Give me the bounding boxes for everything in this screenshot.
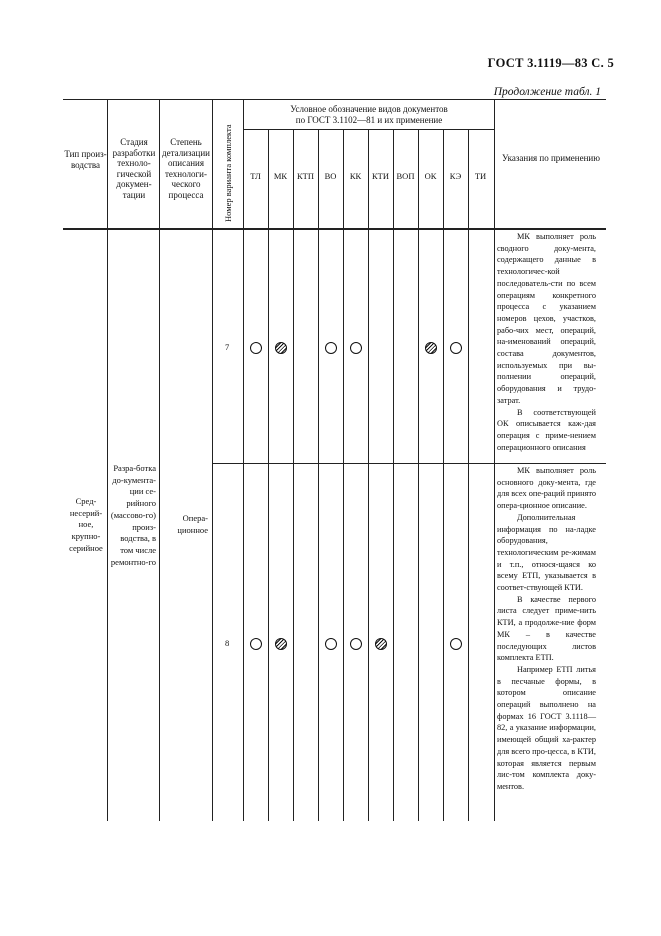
development-stage-cell: Разра-ботка до-кумента-ции се-рийного (массово-го) произ-водства, в том числе ремонтно-го [110, 463, 156, 567]
empty-circle-mark-8 [450, 342, 462, 354]
doc-header-kk: КК [349, 171, 362, 181]
table-top-border [63, 99, 606, 100]
header-variant-number: Номер варианта комплекта [223, 124, 233, 222]
row-divider [212, 463, 606, 464]
doc-header-ti: ТИ [474, 171, 487, 181]
doc-header-ok: ОК [424, 171, 437, 181]
page-title: ГОСТ 3.1119—83 С. 5 [487, 56, 614, 70]
doc-header-tl: ТЛ [250, 171, 261, 181]
col-divider [494, 99, 495, 821]
header-detail-level: Степень детализации описания технологи-ческого процесса [162, 137, 210, 200]
variant-number: 8 [225, 638, 230, 648]
hatched-circle-mark-1 [275, 638, 287, 650]
doc-header-vo: ВО [324, 171, 337, 181]
production-type-cell: Сред-несерий-ное, крупно-серийное [69, 496, 103, 553]
note-paragraph: МК выполняет роль сводного доку-мента, содержащего данные в технологичес-кой последователь-сти по всем операциям конкретного процесса с указанием номеров цехов, участков, рабо-чих мест, операций, на-именований операций, состава документов, используемых при вы-полнении операций, оборудования и трудо-затрат. [497, 232, 596, 405]
table-continuation-label: Продолжение табл. 1 [493, 86, 601, 98]
header-development-stage: Стадия разработки техноло-гической докумен-тации [112, 137, 156, 200]
hatched-circle-mark-1 [275, 342, 287, 354]
col-divider [368, 129, 369, 821]
empty-circle-mark-0 [250, 342, 262, 354]
empty-circle-mark-0 [250, 638, 262, 650]
col-divider [268, 129, 269, 821]
empty-circle-mark-4 [350, 638, 362, 650]
col-divider [443, 129, 444, 821]
doc-header-ke: КЭ [449, 171, 462, 181]
col-divider [393, 129, 394, 821]
note-paragraph: Дополнительная информация по на-ладке оборудования, технологическим ре-жимам и т.п., относя-щаяся ко всему ЕТП, указывается в соответ-ствующей КТИ. [497, 512, 596, 593]
notes-cell [497, 231, 596, 453]
note-paragraph: МК выполняет роль основного доку-мента, где для всех опе-раций принято опера-ционное описание. [497, 466, 596, 511]
note-paragraph: В соответствующей ОК описывается каж-дая операция с приме-нением операционного описания [497, 407, 596, 452]
empty-circle-mark-3 [325, 638, 337, 650]
header-notes: Указания по применению [502, 153, 600, 163]
variant-number: 7 [225, 342, 230, 352]
col-divider [243, 99, 244, 821]
doc-header-mk: МК [273, 171, 288, 181]
col-divider [468, 129, 469, 821]
empty-circle-mark-4 [350, 342, 362, 354]
col-divider [212, 99, 213, 821]
col-divider [318, 129, 319, 821]
col-divider [418, 129, 419, 821]
col-divider [107, 99, 108, 821]
col-divider [293, 129, 294, 821]
detail-level-cell: Опера-ционное [177, 513, 208, 535]
col-divider [343, 129, 344, 821]
group-header-divider [243, 129, 495, 130]
header-document-group-line2: по ГОСТ 3.1102—81 и их применение [295, 115, 443, 125]
header-production-type: Тип произ-водства [64, 149, 107, 170]
empty-circle-mark-8 [450, 638, 462, 650]
note-paragraph: Например ЕТП литья в песчаные формы, в котором описание операций выполнено на формах 16 ГОСТ 3.1118—82, а указание информации, имеющей общий ха-рактер для всего про-цесса, в КТИ, которая является первым лис-том комплекта доку-ментов. [497, 664, 596, 791]
header-bottom-border [63, 228, 606, 230]
doc-header-vop: ВОП [396, 171, 415, 181]
notes-cell [497, 465, 596, 793]
hatched-circle-mark-5 [375, 638, 387, 650]
doc-header-kti: КТИ [372, 171, 389, 181]
doc-header-ktp: КТП [297, 171, 314, 181]
empty-circle-mark-3 [325, 342, 337, 354]
note-paragraph: В качестве первого листа следует приме-нить КТИ, а продолже-ние форм МК – в качестве последующих листов комплекта ЕТП. [497, 594, 596, 663]
hatched-circle-mark-7 [425, 342, 437, 354]
header-document-group-line1: Условное обозначение видов документов [290, 104, 448, 114]
col-divider [159, 99, 160, 821]
